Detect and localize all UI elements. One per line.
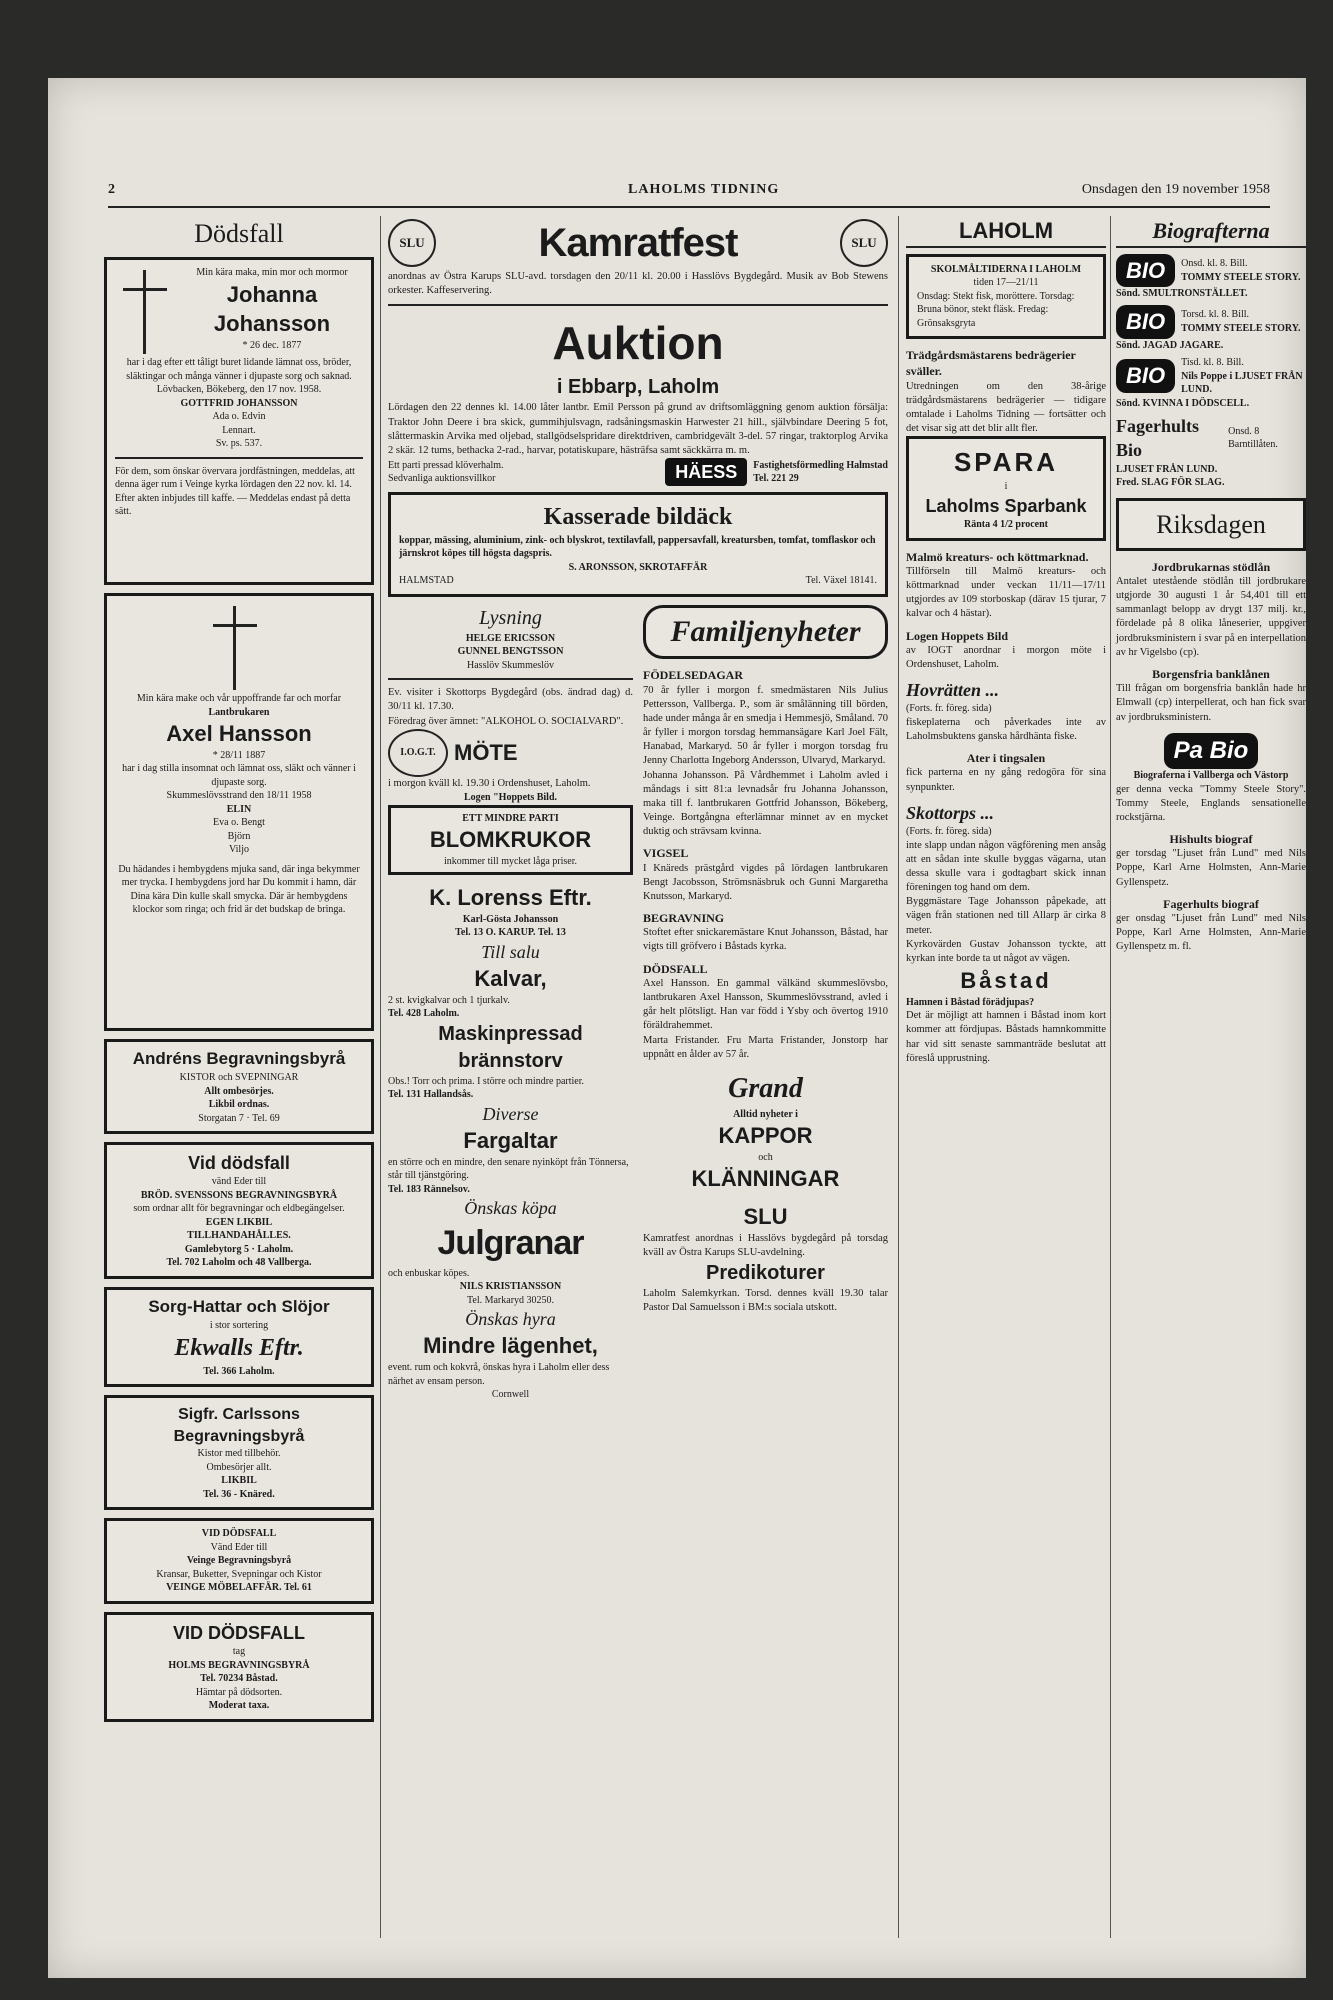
iogt-text3: i morgon kväll kl. 19.30 i Ordenshuset, Laholm.: [388, 777, 591, 789]
hovratten-text: fiskeplaterna och påverkades inte av Laholmsbuktens ganska hårdhänta fiske.: [906, 716, 1106, 743]
ad-line: HOLMS BEGRAVNINGSBYRÅ: [168, 1659, 310, 1671]
ad-line: Kransar, Buketter, Svepningar och Kistor: [156, 1568, 322, 1580]
salu-title: Kalvar,: [474, 966, 547, 992]
fristander-text: Marta Fristander. Fru Marta Fristander, Jonstorp har uppnått en ålder av 57 år.: [643, 1034, 888, 1060]
salu-head: Till salu: [481, 941, 540, 962]
salu-tel: Tel. 428 Laholm.: [388, 1008, 460, 1020]
bio-logo: BIO: [1116, 254, 1175, 288]
birth-date: * 28/11 1887: [212, 749, 266, 761]
hovratten-head: Hovrätten ...: [906, 680, 999, 701]
ad-line: Tel. 702 Laholm och 48 Vallberga.: [166, 1257, 312, 1269]
ad-line: EGEN LIKBIL: [205, 1216, 273, 1228]
iogt-ad: [388, 729, 633, 777]
hishult-text: ger torsdag "Ljuset från Lund" med Nils Poppe, Karl Arne Holmsten, Ann-Marie Gyllenspetz.: [1116, 848, 1306, 888]
maskin-text: Obs.! Torr och prima. I större och mindre partier.: [388, 1075, 585, 1087]
vigsel-text: I Knäreds prästgård vigdes på lördagen lantbrukaren Bengt Jacobsson, Strömsnäsbruk och Gunni Margaretha Knutsson, Markaryd.: [643, 862, 888, 902]
ad-line: Ombesörjer allt.: [206, 1461, 272, 1473]
begravning-head: BEGRAVNING: [643, 911, 725, 926]
ad-title: Sigfr. Carlssons Begravningsbyrå: [173, 1406, 305, 1445]
ad-line: Storgatan 7 · Tel. 69: [198, 1112, 280, 1124]
bastad-head: Båstad: [960, 968, 1052, 994]
column-rule: [898, 216, 899, 1938]
bio-extra: Sönd. SMULTRONSTÄLLET.: [1116, 288, 1248, 300]
slu-badge-icon: SLU: [840, 219, 888, 267]
ad-text: koppar, mässing, aluminium, zink- och blyskrot, textilavfall, pappersavfall, kreatursben, tomfat, tomflaskor och järnskrot köpes till högsta dagspris.: [399, 534, 876, 560]
ad-title: Kamratfest: [538, 221, 738, 265]
maskin-tel: Tel. 131 Hallandsås.: [388, 1089, 474, 1101]
ad-title: Andréns Begravningsbyrå: [132, 1049, 346, 1069]
lysning-title: Lysning: [479, 606, 542, 629]
family-name: GOTTFRID JOHANSSON: [180, 397, 298, 409]
kopa-title: Julgranar: [437, 1223, 584, 1262]
vigsel-head: VIGSEL: [643, 846, 689, 861]
lorens-ad: K. Lorenss Eftr. Karl-Gösta Johansson Tel. 13 O. KARUP. Tel. 13: [429, 885, 592, 939]
auction-footer: [388, 458, 888, 486]
diverse-head: Diverse: [482, 1103, 539, 1124]
familjenyheter-banner: Familjenyheter: [643, 605, 888, 660]
ad-ekwalls: [104, 1287, 374, 1387]
obituary-column: [104, 216, 374, 1730]
tradgard-text: Utredningen om den 38-årige trädgårdsmästarens bedrägerier — tidigare omtalade i Laholms Tidning — fortsätter och det visar sig att det blir allt fler.: [906, 380, 1106, 435]
column-rule: [1110, 216, 1111, 1938]
kopa-name: NILS KRISTIANSSON: [459, 1281, 562, 1293]
bio-listing: BIO Onsd. kl. 8. Bill. TOMMY STEELE STORY.: [1116, 254, 1306, 288]
ad-line: Gamlebytorg 5 · Laholm.: [184, 1243, 294, 1255]
bio-listing: Fagerhults Bio Onsd. 8 Barntillåten.: [1116, 414, 1306, 463]
dodsfall-head: DÖDSFALL: [643, 961, 708, 976]
kopa-text: och enbuskar köpes.: [388, 1267, 470, 1279]
lysning-line: GUNNEL BENGTSSON: [457, 646, 564, 658]
auction-sub: i Ebbarp, Laholm: [556, 376, 720, 399]
ad-firm: S. ARONSSON, SKROTAFFÄR: [568, 561, 708, 573]
lysning-line: Hasslöv Skummeslöv: [467, 659, 554, 671]
iogt-badge-icon: I.O.G.T.: [388, 729, 448, 777]
verse: Du hädandes i hembygdens mjuka sand, där inga bekymmer mer trycka. I hembygdens jord har Du kommit i hamn, där Dina kära Din kulle skall smycka. Där är hembygdens klockor som ringa; och frid är det budskap de bringa.: [118, 863, 360, 916]
hyra-sign: Cornwell: [491, 1389, 530, 1401]
bio-listing: BIO Tisd. kl. 8. Bill. Nils Poppe i LJUSET FRÅN LUND.: [1116, 356, 1306, 397]
fodelsedagar-head: FÖDELSEDAGAR: [643, 668, 744, 683]
bio-extra: Fred. SLAG FÖR SLAG.: [1116, 477, 1225, 489]
borg-text: Till frågan om borgensfria banklån hade hr Elmwall (cp) interpellerat, och han fick svar av jordbruksministern.: [1116, 683, 1306, 723]
page-header: [108, 178, 1270, 208]
ad-line: i stor sortering: [209, 1319, 269, 1331]
predik-title: Predikoturer: [706, 1262, 825, 1285]
tingsalen-text: fick parterna en ny gång redogöra för sina synpunkter.: [906, 767, 1106, 793]
borg-head: Borgensfria banklånen: [1152, 666, 1270, 681]
kamratfest-ad: [388, 216, 888, 270]
pabio-ad: [1116, 733, 1306, 769]
deceased-name: Axel Hansson: [166, 721, 312, 747]
ad-line: som ordnar allt för begravningar och eldbegängelser.: [133, 1203, 345, 1215]
issue-date: Onsdagen den 19 november 1958: [1081, 182, 1270, 197]
fodelsedagar-text: 70 år fyller i morgon f. smedmästaren Nils Julius Pettersson, Vallberga. P., som är smålänning till börden, hade under många år en smedja i Hemmesjö, Småland. 70 år fyller i morgon torsdag hemmansägare Karl Joel Fält, Hanabad, Markaryd. 50 år fyller i morgon torsdag fru Jenny Charlotta Ingeborg Andersson, Ulvaryd, Markaryd.: [643, 684, 888, 767]
pabio-sub: Biograferna i Vallberga och Västorp: [1133, 770, 1289, 782]
ad-holms: [104, 1612, 374, 1722]
ad-title: VID DÖDSFALL: [172, 1622, 305, 1643]
bio-logo: BIO: [1116, 359, 1175, 393]
ads-column: [388, 216, 888, 1402]
iogt-sign: Logen "Hoppets Bild.: [463, 792, 558, 803]
skolmaltider: SKOLMÅLTIDERNA I LAHOLM tiden 17—21/11 Onsdag: Stekt fisk, moröttere. Torsdag: Bruna bönor, stekt fläsk. Fredag: Grönsaksgryta: [906, 254, 1106, 340]
auction-text3: Sedvanliga auktionsvillkor: [388, 473, 496, 485]
ad-line: Tel. 70234 Båstad.: [200, 1673, 278, 1685]
slu-badge-icon: SLU: [388, 219, 436, 267]
lysning-line: HELGE ERICSSON: [465, 632, 556, 644]
family-name: Ada o. Edvin: [212, 411, 266, 423]
auction-text: Lördagen den 22 dennes kl. 14.00 låter lantbr. Emil Persson på grund av driftsomläggning genom auktion försälja: Traktor John Deere i bra skick, gummihjulsvagn, radsåningsmaskin Harwester 21 hill., självbindare Deering 5 fot, slåttermaskin Arvika med oljebad, stallgödselspridare direktdriven, cambridgevält 3-del. 57 ringar, traktorplog Arvika 2 skär. 12 tums, bethacka 2-rad., harvar, potatiskupare, hästräfsa samt säckkärra m. m.: [388, 402, 888, 456]
ad-line: Tel. 36 - Knäred.: [203, 1488, 275, 1500]
hyra-head: Önskas hyra: [465, 1309, 556, 1330]
ekwalls-logo: Ekwalls Eftr.: [174, 1335, 304, 1362]
notice-role: Lantbrukaren: [208, 706, 270, 718]
diverse-title: Fargaltar: [463, 1128, 558, 1154]
hishult-head: Hishults biograf: [1169, 832, 1253, 847]
ad-line: Vänd Eder till: [210, 1541, 268, 1553]
ad-line: tag: [232, 1646, 246, 1658]
section-title: Dödsfall: [194, 219, 284, 248]
ad-title: VID DÖDSFALL: [201, 1528, 277, 1540]
ad-carlssons: [104, 1395, 374, 1510]
skottorp-text2: Byggmästare Tage Johansson påpekade, att vägen från stationen ned till Allarp är cirka 8 meter.: [906, 896, 1106, 936]
slu-text: Kamratfest anordnas i Hasslövs bygdegård på torsdag kväll av Östra Karups SLU-avdelning.: [643, 1232, 888, 1258]
ad-line: TILLHANDAHÅLLES.: [187, 1230, 291, 1242]
ad-line: BRÖD. SVENSSONS BEGRAVNINGSBYRÅ: [140, 1189, 338, 1201]
fagbio-text: ger onsdag "Ljuset från Lund" med Nils Poppe, Karl Arne Holmsten, Ann-Marie Gyllenspetz m. fl.: [1116, 912, 1306, 953]
diverse-text: en större och en mindre, den senare nyinköpt från Tönnersa, står till tjänstgöring.: [388, 1156, 629, 1182]
skottorp-sub: (Forts. fr. föreg. sida): [906, 826, 992, 838]
ad-line: LIKBIL: [221, 1475, 257, 1487]
divider: [388, 678, 633, 680]
family-name: Viljo: [229, 844, 249, 856]
cross-icon: [205, 602, 265, 692]
notice-intro: Min kära make och vår uppoffrande far och morfar: [136, 693, 342, 705]
deceased-name: Johanna Johansson: [213, 281, 331, 337]
ad-line: KISTOR och SVEPNINGAR: [179, 1072, 299, 1084]
kopa-tel: Tel. Markaryd 30250.: [466, 1294, 555, 1306]
tradgard-head: Trädgårdsmästarens bedrägerier sväller.: [906, 348, 1076, 379]
skottorp-head: Skottorps ...: [906, 802, 995, 823]
maskin-title: Maskinpressad brännstorv: [438, 1022, 583, 1072]
kopa-head: Önskas köpa: [464, 1198, 557, 1219]
spara-ad: SPARA i Laholms Sparbank Ränta 4 1/2 procent: [906, 436, 1106, 540]
notice-text: har i dag efter ett tåligt buret lidande lämnat oss, bröder, släktingar och många vänner i djupaste sorg och saknad.: [126, 357, 352, 382]
notice-intro: Min kära maka, min mor och mormor: [196, 267, 348, 279]
skottorp-text: inte slapp undan någon vägförening men ansåg att en sådan inte skulle byggas vägarna, utan dessa skulle vara i godtagbart skick innan föreningen tog hand om dem.: [906, 839, 1106, 894]
bastad-text: Det är möjligt att hamnen i Båstad inom kort kommer att fördjupas. Båstads hamnkommitte har vid sitt senaste sammanträde beslutat att föreslå upprustning.: [906, 1010, 1106, 1064]
slu-title: SLU: [743, 1204, 788, 1230]
ad-title: Vid dödsfall: [188, 1153, 290, 1174]
diverse-tel: Tel. 183 Rännelsov.: [388, 1183, 470, 1195]
ad-line: Kistor med tillbehör.: [197, 1448, 281, 1460]
news-column: [906, 216, 1106, 1066]
kasserade-ad: [388, 492, 888, 596]
bio-logo: BIO: [1116, 305, 1175, 339]
ad-title: Sorg-Hattar och Slöjor: [148, 1296, 330, 1316]
birth-date: * 26 dec. 1877: [242, 339, 302, 351]
bastad-sub: Hamnen i Båstad förädjupas?: [906, 996, 1035, 1008]
family-name: Eva o. Bengt: [213, 817, 265, 829]
pabio-text: ger denna vecka "Tommy Steele Story". Tommy Steele, Englands sensationelle rockstjärna.: [1116, 783, 1306, 823]
riks-text: Antalet utestående stödlån till jordbrukare utgjorde 30 augusti 1 år 54,401 till ett sammanlagt belopp av drygt 137 milj. kr., fördelade på 8 olika låneserier, uppgiver jordbruksministern i svar på en interpellation av hr Vigelsbo (cp).: [1116, 575, 1306, 658]
fagbio-head: Fagerhults biograf: [1163, 896, 1259, 911]
tingsalen-head: Ater i tingsalen: [966, 751, 1046, 766]
hovratten-sub: (Forts. fr. föreg. sida): [906, 703, 992, 715]
hoppet-head: Logen Hoppets Bild: [906, 628, 1009, 643]
dodsfall-text: Axel Hansson. En gammal välkänd skummeslövsbo, lantbrukaren Axel Hansson, Skummeslövsstrand, avled i går helt plötsligt. Han var född i Ysby och övertog 1910 föräldrahemmet.: [643, 977, 888, 1032]
newspaper-page: [48, 78, 1306, 1978]
bio-extra: Sönd. KVINNA I DÖDSCELL.: [1116, 397, 1250, 409]
ad-svenssons: [104, 1142, 374, 1279]
biografer-title: Biografterna: [1116, 216, 1306, 248]
bio-extra: LJUSET FRÅN LUND.: [1116, 463, 1218, 475]
hyra-title: Mindre lägenhet,: [423, 1333, 598, 1359]
ad-footer: HALMSTAD Tel. Växel 18141.: [399, 575, 877, 587]
page-number: 2: [108, 182, 115, 197]
blomkrukor-ad: ETT MINDRE PARTI BLOMKRUKOR inkommer till mycket låga priser.: [388, 805, 633, 876]
kreatur-text: Tillförseln till Malmö kreaturs- och köttmarknad under veckan 11/11—17/11 utgjordes av 109 storboskap (därav 15 tjurar, 7 kalvar och 4 hästar).: [906, 565, 1106, 620]
death-notice: [104, 257, 374, 585]
cross-icon: [115, 266, 175, 356]
column-rule: [380, 216, 381, 1938]
hyra-text: event. rum och kokvrå, önskas hyra i Laholm eller dess närhet av ensam person.: [388, 1362, 610, 1387]
paper-name: LAHOLMS TIDNING: [628, 182, 780, 197]
ad-line: Moderat taxa.: [208, 1700, 270, 1712]
notice-footer: För dem, som önskar övervara jordfästningen, meddelas, att denna äger rum i Veinge kyrka lördagen den 22 nov. kl. 14. Efter akten inbjudes till kaffe. — Meddelas endast på detta sätt.: [115, 465, 355, 518]
notice-place: Lövbacken, Bökeberg, den 17 nov. 1958.: [156, 384, 322, 396]
col3-text: Johanna Johansson. På Vårdhemmet i Laholm avled i måndags i sitt 81:a levnadsår fru Johanna Johansson, maka till f. lantbrukaren Gottfrid Johansson, Bökeberg, Veinge. Bortgångna efterlämnar minnet av en mycket duktig och strävsam kvinna.: [643, 769, 888, 838]
family-name: Björn: [227, 830, 251, 842]
begravning-text: Stoftet efter snickaremästare Knut Johansson, Båstad, har vigts till gröfvero i Båstads kyrka.: [643, 927, 888, 953]
riksdagen-box: Riksdagen: [1116, 498, 1306, 551]
skottorp-text3: Kyrkovärden Gustav Johansson tyckte, att kyrkan inte borde ta ut något av vägen.: [906, 938, 1106, 964]
pabio-logo: Pa Bio: [1164, 733, 1259, 769]
iogt-title: MÖTE: [454, 739, 518, 765]
psalm: Sv. ps. 537.: [215, 438, 263, 450]
auction-text2: Ett parti pressad klöverhalm.: [388, 459, 504, 471]
family-name: Lennart.: [222, 424, 256, 436]
grand-ad: Grand Alltid nyheter i KAPPOR och KLÄNNINGAR: [691, 1072, 840, 1192]
divider: [115, 457, 363, 459]
bio-listing: BIO Torsd. kl. 8. Bill. TOMMY STEELE STORY.: [1116, 305, 1306, 339]
ad-veinge: [104, 1518, 374, 1604]
ad-line: vänd Eder till: [211, 1176, 267, 1188]
ad-line: Hämtar på dödsorten.: [195, 1686, 283, 1698]
firm-name: Fastighetsförmedling Halmstad: [753, 459, 888, 471]
firm-tel: Tel. 221 29: [753, 473, 799, 485]
divider: [388, 304, 888, 306]
death-notice: [104, 593, 374, 1031]
ad-text: anordnas av Östra Karups SLU-avd. torsdagen den 20/11 kl. 20.00 i Hasslövs Bygdegård. Musik av Bob Stewens orkester. Kaffeservering.: [388, 271, 888, 297]
ad-line: Allt ombesörjes.: [204, 1085, 274, 1097]
predik-text: Laholm Salemkyrkan. Torsd. dennes kväll 19.30 talar Pastor Dal Samuelsson i BM:s sociala utskott.: [643, 1288, 888, 1314]
bio-extra: Sönd. JAGAD JAGARE.: [1116, 339, 1224, 351]
ad-line: Likbil ordnas.: [208, 1099, 270, 1111]
kreatur-head: Malmö kreaturs- och köttmarknad.: [906, 549, 1089, 564]
notice-place: Skummeslövsstrand den 18/11 1958: [166, 790, 312, 802]
hoppet-text: av IOGT anordnar i morgon möte i Ordenshuset, Laholm.: [906, 644, 1106, 670]
ad-line: Tel. 366 Laholm.: [203, 1365, 275, 1377]
iogt-text: Ev. visiter i Skottorps Bygdegård (obs. ändrad dag) d. 30/11 kl. 17.30.: [388, 687, 633, 713]
riks-sub: Jordbrukarnas stödlån: [1151, 559, 1271, 574]
ad-line: Veinge Begravningsbyrå: [186, 1555, 292, 1567]
ad-andrens: [104, 1039, 374, 1134]
ad-title: Kasserade bildäck: [543, 504, 733, 531]
ad-line: VEINGE MÖBELAFFÄR. Tel. 61: [166, 1582, 312, 1594]
notice-text: har i dag stilla insomnat och lämnat oss, släkt och vänner i djupaste sorg.: [122, 763, 356, 788]
laholm-logo: LAHOLM: [906, 216, 1106, 248]
salu-text: 2 st. kvigkalvar och 1 tjurkalv.: [388, 994, 510, 1006]
haess-logo: HÄESS: [665, 458, 747, 486]
auction-title: Auktion: [552, 317, 724, 370]
iogt-text2: Föredrag över ämnet: "ALKOHOL O. SOCIALVARD".: [388, 715, 624, 727]
family-name: ELIN: [226, 803, 252, 815]
fagerhult-logo: Fagerhults Bio: [1116, 416, 1199, 461]
cinema-column: [1116, 216, 1306, 954]
